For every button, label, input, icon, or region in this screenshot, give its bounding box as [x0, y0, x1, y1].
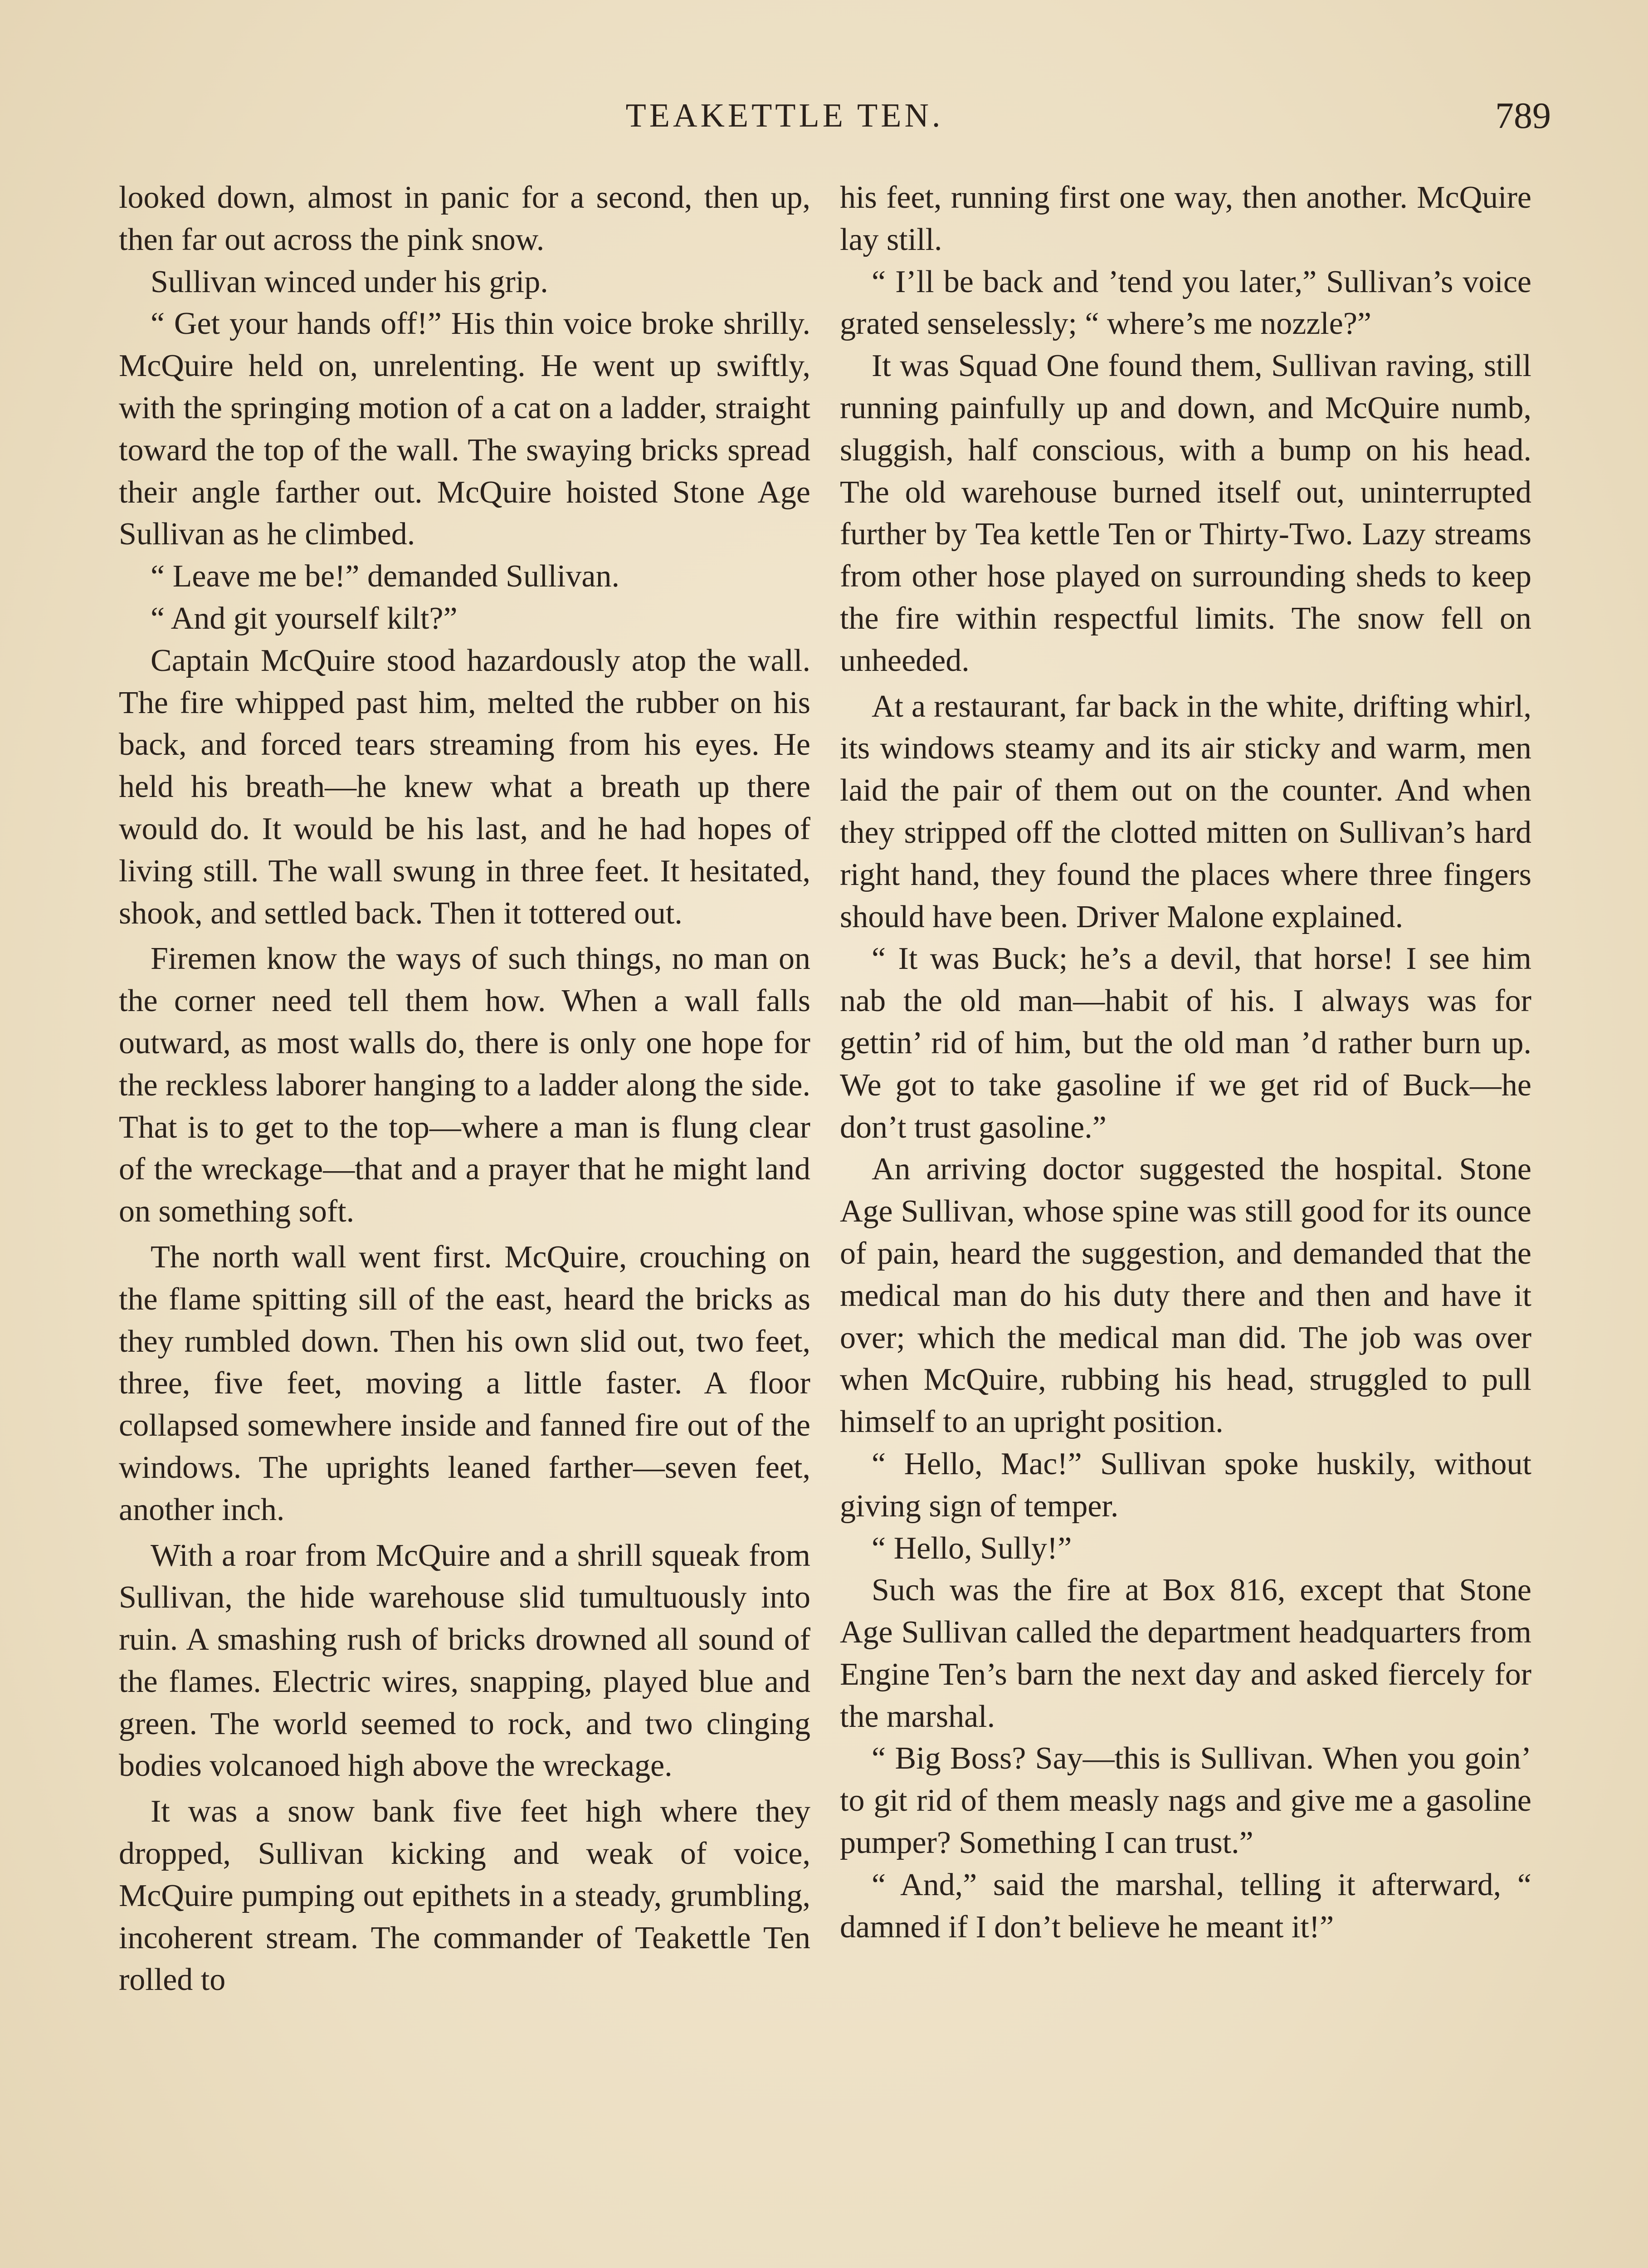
paragraph: Firemen know the ways of such things, no man on the corner need tell them how. When a wall falls outward, as most walls do, there is only one hope for the reckless laborer hanging to a ladder along the side. That is to get to the top—where a man is flung clear of the wreckage—that and a prayer that he might land on something soft.	[119, 941, 810, 1229]
paragraph-gap	[840, 682, 1531, 686]
paragraph: The north wall went first. McQuire, crouching on the flame spitting sill of the east, heard the bricks as they rumbled down. Then his own slid out, two feet, three, five feet, moving a little faster. A floor collapsed somewhere inside and fanned fire out of the windows. The uprights leaned farther—seven feet, another inch.	[119, 1239, 810, 1527]
paragraph: his feet, running first one way, then another. McQuire lay still.	[840, 180, 1531, 257]
paragraph: “ And git yourself kilt?”	[151, 601, 458, 636]
paragraph: “ Hello, Sully!”	[872, 1530, 1072, 1566]
paragraph-gap	[119, 1787, 810, 1791]
paragraph: It was Squad One found them, Sullivan raving, still running painfully up and down, and McQuire numb, sluggish, half conscious, with a bump on his head. The old warehouse burned itself out, uninterrupted further by Tea kettle Ten or Thirty-Two. Lazy streams from other hose played on surrounding sheds to keep the fire within respectful limits. The snow fell on unheeded.	[840, 348, 1531, 678]
paragraph: looked down, almost in panic for a second, then up, then far out across the pink snow.	[119, 180, 810, 257]
paragraph-gap	[119, 1531, 810, 1535]
running-title: TEAKETTLE TEN.	[625, 97, 944, 134]
paragraph: Such was the fire at Box 816, except that Stone Age Sullivan called the department headquarters from Engine Ten’s barn the next day and asked fiercely for the marshal.	[840, 1573, 1531, 1734]
left-column	[119, 177, 810, 2268]
paragraph: “ And,” said the marshal, telling it afterward, “ damned if I don’t believe he meant it!”	[840, 1867, 1531, 1945]
paragraph: “ Hello, Mac!” Sullivan spoke huskily, without giving sign of temper.	[840, 1446, 1531, 1524]
right-column	[840, 177, 1531, 2268]
paragraph: Captain McQuire stood hazardously atop the wall. The fire whipped past him, melted the rubber on his back, and forced tears streaming from his eyes. He held his breath—he knew what a breath up there would do. It would be his last, and he had hopes of living still. The wall swung in three feet. It hesitated, shook, and settled back. Then it tottered out.	[119, 643, 810, 931]
paragraph: “ Leave me be!” demanded Sullivan.	[151, 559, 620, 594]
paragraph: “ It was Buck; he’s a devil, that horse! I see him nab the old man—habit of his. I always was for gettin’ rid of him, but the old man ’d rather burn up. We got to take gasoline if we get rid of Buck—he don’t trust gasoline.”	[840, 941, 1531, 1145]
paragraph: Sullivan winced under his grip.	[151, 264, 548, 299]
paragraph: At a restaurant, far back in the white, drifting whirl, its windows steamy and its air sticky and warm, men laid the pair of them out on the counter. And when they stripped off the clotted mitten on Sullivan’s hard right hand, they found the places where three fingers should have been. Driver Malone explained.	[840, 689, 1531, 934]
paragraph: An arriving doctor suggested the hospital. Stone Age Sullivan, whose spine was still good for its ounce of pain, heard the suggestion, and demanded that the medical man do his duty there and then and have it over; which the medical man did. The job was over when McQuire, rubbing his head, struggled to pull himself to an upright position.	[840, 1152, 1531, 1440]
paragraph-gap	[119, 934, 810, 938]
paragraph-gap	[119, 1233, 810, 1237]
paragraph: “ Big Boss? Say—this is Sullivan. When you goin’ to git rid of them measly nags and give me a gasoline pumper? Something I can trust.”	[840, 1741, 1531, 1861]
paragraph: “ Get your hands off!” His thin voice broke shrilly. McQuire held on, unrelenting. He went up swiftly, with the springing motion of a cat on a ladder, straight toward the top of the wall. The swaying bricks spread their angle farther out. McQuire hoisted Stone Age Sullivan as he climbed.	[119, 306, 810, 552]
paragraph: “ I’ll be back and ’tend you later,” Sullivan’s voice grated senselessly; “ where’s me nozzle?”	[840, 264, 1531, 342]
paragraph: It was a snow bank five feet high where they dropped, Sullivan kicking and weak of voice, McQuire pumping out epithets in a steady, grumbling, incoherent stream. The commander of Teakettle Ten rolled to	[119, 1794, 810, 1998]
page-number: 789	[1495, 95, 1551, 136]
paragraph: With a roar from McQuire and a shrill squeak from Sullivan, the hide warehouse slid tumultuously into ruin. A smashing rush of bricks drowned all sound of the flames. Electric wires, snapping, played blue and green. The world seemed to rock, and two clinging bodies volcanoed high above the wreckage.	[119, 1538, 810, 1784]
